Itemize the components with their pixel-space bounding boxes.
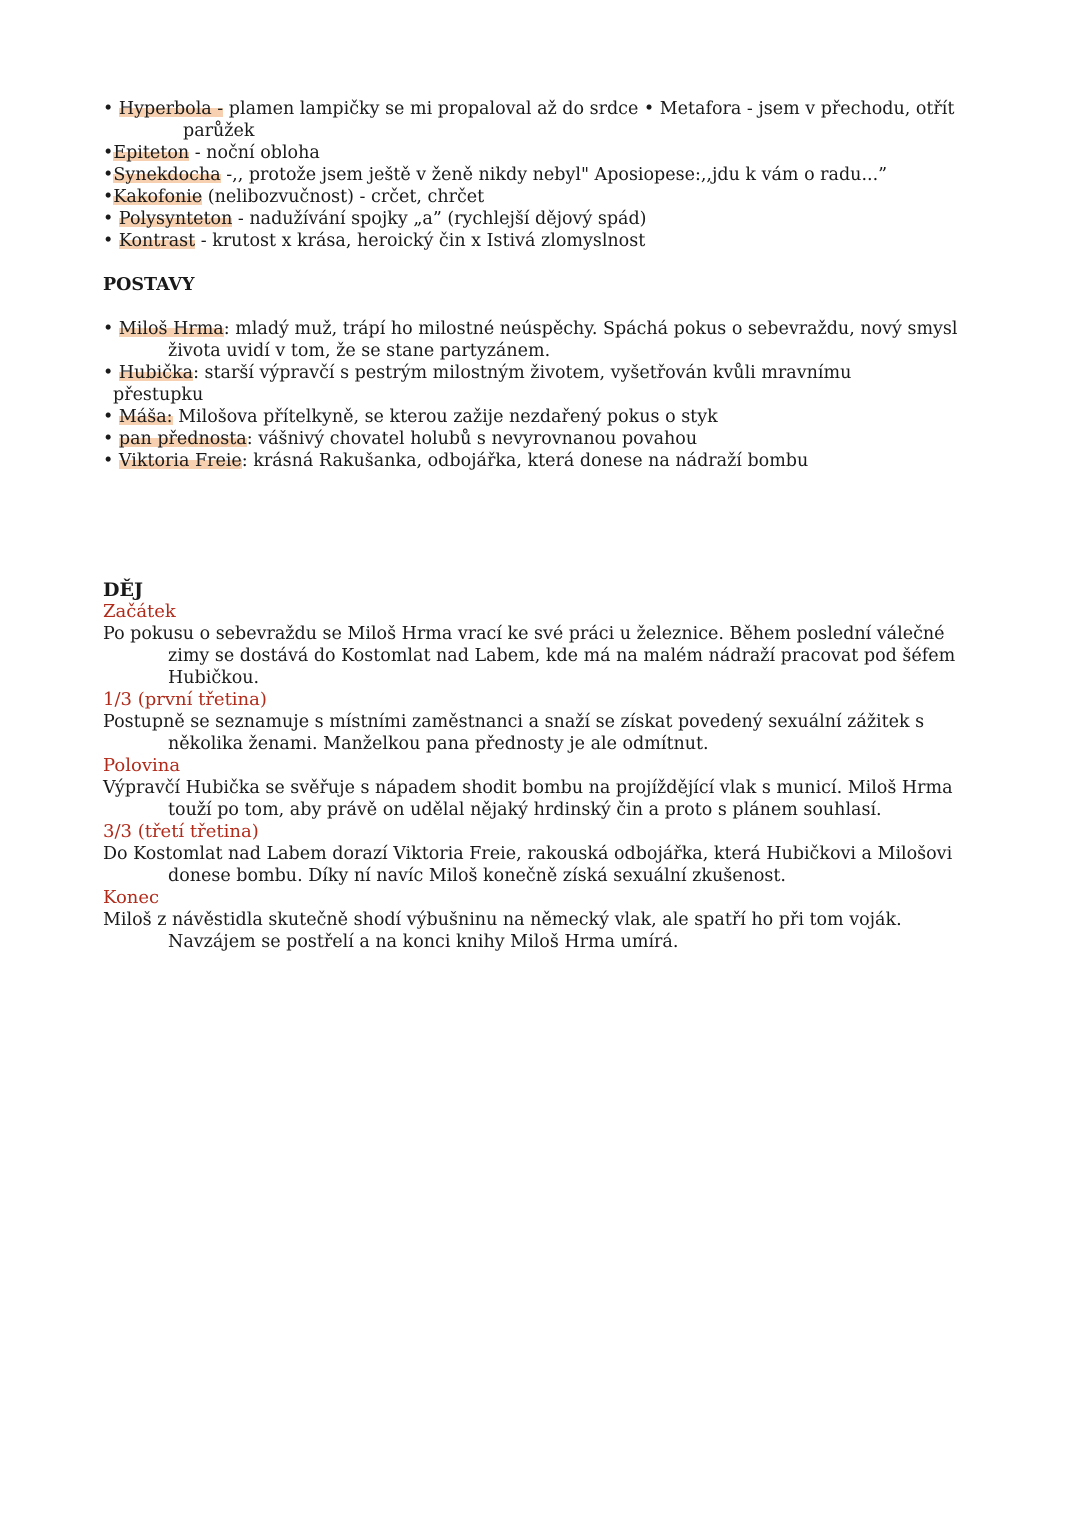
character-item: • Viktoria Freie: krásná Rakušanka, odbojářka, která donese na nádraží bombu (103, 451, 809, 471)
section-title: Začátek (103, 601, 176, 622)
character-item-cont: přestupku (113, 385, 204, 405)
section-line: zimy se dostává do Kostomlat nad Labem, kde má na malém nádraží pracovat pod šéfem (168, 646, 956, 666)
character-item: • Hubička: starší výpravčí s pestrým milostným životem, vyšetřován kvůli mravnímu (103, 363, 852, 383)
section-line: Miloš z návěstidla skutečně shodí výbušninu na německý vlak, ale spatří ho při tom voják. (103, 910, 902, 930)
figure-term: Kontrast (118, 231, 196, 251)
figure-term: Kakofonie (113, 187, 203, 207)
character-item: • pan přednosta: vášnivý chovatel holubů s nevyrovnanou povahou (103, 429, 698, 449)
figure-item: •Synekdocha -,, protože jsem ještě v ženě nikdy nebyl" Aposiopese:,,jdu k vám o radu...” (103, 165, 888, 185)
figure-term: Hyperbola - (118, 99, 224, 119)
character-item: • Máša: Milošova přítelkyně, se kterou zažije nezdařený pokus o styk (103, 407, 718, 427)
figure-term: Synekdocha (113, 165, 221, 185)
figure-term: Polysynteton (118, 209, 233, 229)
character-name: Máša: (118, 407, 173, 427)
section-title: Konec (103, 887, 160, 908)
figure-item: •Kakofonie (nelibozvučnost) - crčet, chrčet (103, 187, 485, 207)
character-item: • Miloš Hrma: mladý muž, trápí ho milostné neúspěchy. Spáchá pokus o sebevraždu, nový smysl (103, 319, 958, 339)
section-line: Hubičkou. (168, 668, 260, 688)
character-name: Viktoria Freie (118, 451, 242, 471)
section-title: 1/3 (první třetina) (103, 689, 267, 710)
postavy-list (103, 318, 983, 472)
character-name: pan přednosta (118, 429, 247, 449)
section-title: 3/3 (třetí třetina) (103, 821, 259, 842)
section-title: Polovina (103, 755, 181, 776)
document-page (103, 98, 983, 953)
section-line: několika ženami. Manželkou pana přednosty je ale odmítnut. (168, 734, 709, 754)
dej-heading: DĚJ (103, 579, 143, 601)
figure-item-cont: parůžek (183, 121, 255, 141)
section-line: Po pokusu o sebevraždu se Miloš Hrma vrací ke své práci u železnice. Během poslední válečné (103, 624, 945, 644)
figure-item: • Hyperbola - plamen lampičky se mi propaloval až do srdce • Metafora - jsem v přechodu, otřít (103, 99, 955, 119)
section-line: donese bombu. Díky ní navíc Miloš konečně získá sexuální zkušenost. (168, 866, 786, 886)
section-line: touží po tom, aby právě on udělal nějaký hrdinský čin a proto s plánem souhlasí. (168, 800, 882, 820)
figure-term: Epiteton (113, 143, 190, 163)
character-item-cont: života uvidí v tom, že se stane partyzánem. (168, 341, 551, 361)
section-line: Výpravčí Hubička se svěřuje s nápadem shodit bombu na projíždějící vlak s municí. Miloš Hrma (103, 778, 953, 798)
figure-item: • Polysynteton - nadužívání spojky „a” (rychlejší dějový spád) (103, 209, 647, 229)
section-line: Postupně se seznamuje s místními zaměstnanci a snaží se získat povedený sexuální zážitek s (103, 712, 925, 732)
figures-list (103, 98, 983, 252)
character-name: Hubička (118, 363, 194, 383)
figure-item: • Kontrast - krutost x krása, heroický čin x Istivá zlomyslnost (103, 231, 646, 251)
spacer (103, 472, 983, 579)
section-line: Navzájem se postřelí a na konci knihy Miloš Hrma umírá. (168, 932, 679, 952)
dej-sections (103, 601, 983, 953)
section-line: Do Kostomlat nad Labem dorazí Viktoria Freie, rakouská odbojářka, která Hubičkovi a Milošovi (103, 844, 953, 864)
figure-item: •Epiteton - noční obloha (103, 143, 320, 163)
postavy-heading: POSTAVY (103, 275, 195, 295)
character-name: Miloš Hrma (118, 319, 224, 339)
